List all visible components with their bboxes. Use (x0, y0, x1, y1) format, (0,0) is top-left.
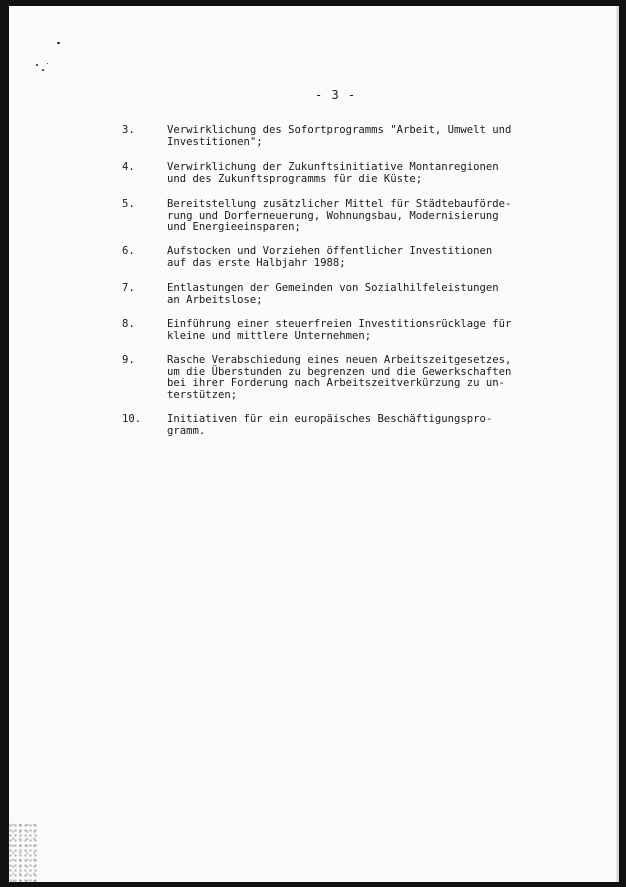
scan-speck (47, 63, 48, 64)
item-text: Verwirklichung der Zukunftsinitiative Montanregionen und des Zukunftsprogramms für die Küste; (167, 161, 499, 185)
scan-edge (616, 6, 619, 882)
item-text: Rasche Verabschiedung eines neuen Arbeitszeitgesetzes, um die Überstunden zu begrenzen und die Gewerkschaften bei ihrer Forderung nach Arbeitszeitverkürzung zu un- terstützen; (167, 354, 512, 401)
item-number: 5. (122, 198, 135, 210)
item-number: 4. (122, 161, 135, 173)
page-number: - 3 - (315, 88, 357, 102)
item-number: 9. (122, 354, 135, 366)
item-number: 8. (122, 318, 135, 330)
item-text: Einführung einer steuerfreien Investitionsrücklage für kleine und mittlere Unternehmen; (167, 318, 512, 342)
document-page (9, 6, 619, 882)
item-text: Entlastungen der Gemeinden von Sozialhilfeleistungen an Arbeitslose; (167, 282, 499, 306)
item-text: Initiativen für ein europäisches Beschäftigungspro- gramm. (167, 413, 493, 437)
scan-speck (36, 64, 38, 66)
scan-noise (9, 822, 39, 882)
item-number: 3. (122, 124, 135, 136)
item-text: Verwirklichung des Sofortprogramms "Arbeit, Umwelt und Investitionen"; (167, 124, 512, 148)
item-text: Aufstocken und Vorziehen öffentlicher Investitionen auf das erste Halbjahr 1988; (167, 245, 493, 269)
scan-speck (42, 69, 44, 71)
item-number: 6. (122, 245, 135, 257)
scan-speck (57, 42, 60, 44)
item-text: Bereitstellung zusätzlicher Mittel für Städtebauförde- rung und Dorferneuerung, Wohnungsbau, Modernisierung und Energieeinsparen; (167, 198, 512, 233)
item-number: 7. (122, 282, 135, 294)
item-number: 10. (122, 413, 142, 425)
